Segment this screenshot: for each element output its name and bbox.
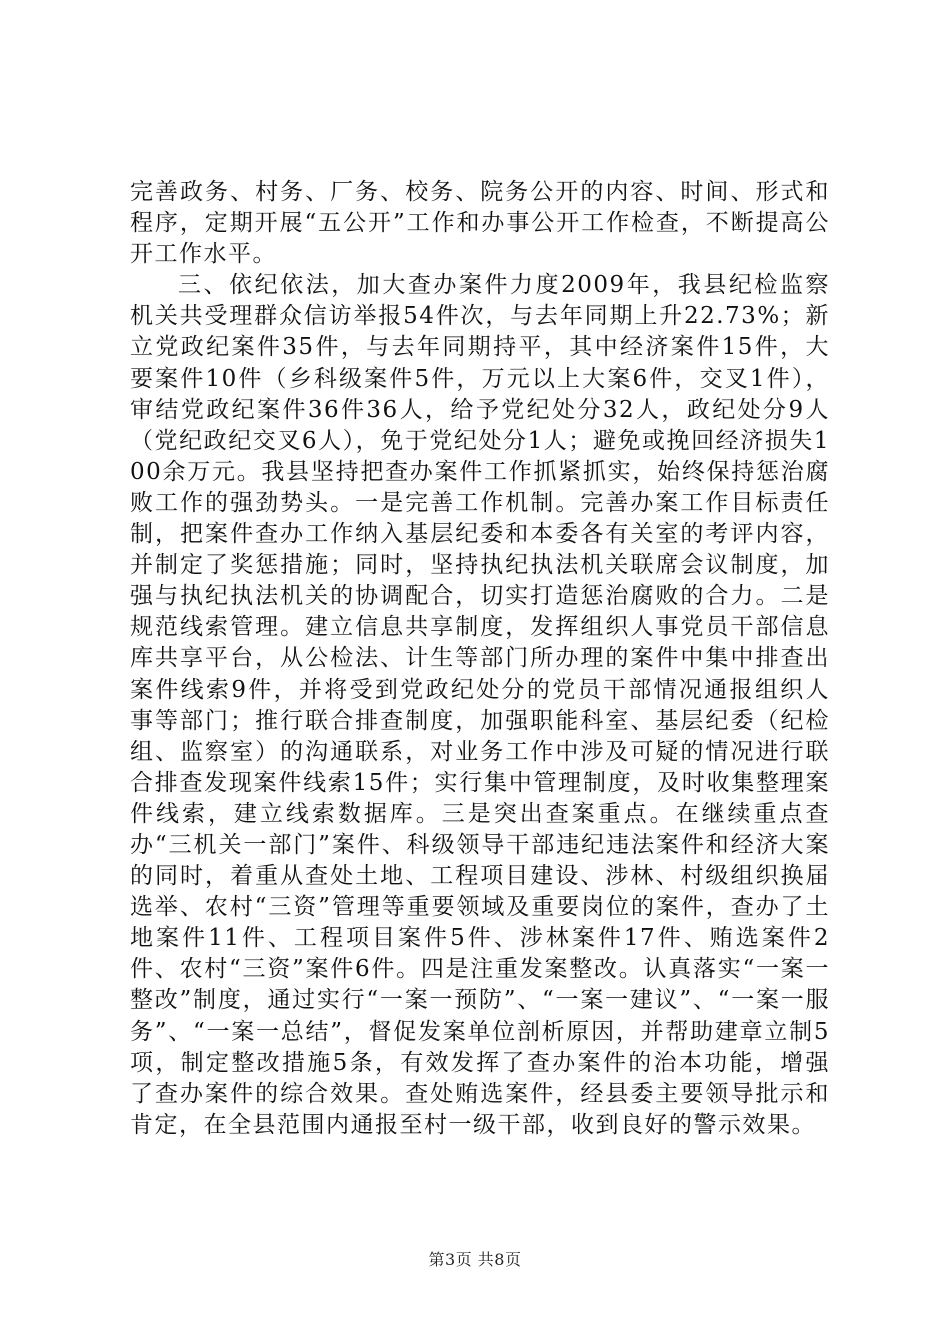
paragraph-continuation: 完善政务、村务、厂务、校务、院务公开的内容、时间、形式和程序，定期开展“五公开”工作和办事公开工作检查，不断提高公开工作水平。 [130,179,830,268]
document-body [130,177,830,1141]
paragraph-case-handling: 三、依纪依法，加大查办案件力度2009年，我县纪检监察机关共受理群众信访举报54件次，与去年同期上升22.73%；新立党政纪案件35件，与去年同期持平，其中经济案件15件，大要案件10件（乡科级案件5件，万元以上大案6件，交叉1件），审结党政纪案件36件36人，给予党纪处分32人，政纪处分9人（党纪政纪交叉6人），免于党纪处分1人；避免或挽回经济损失100余万元。我县坚持把查办案件工作抓紧抓实，始终保持惩治腐败工作的强劲势头。一是完善工作机制。完善办案工作目标责任制，把案件查办工作纳入基层纪委和本委各有关室的考评内容，并制定了奖惩措施；同时，坚持执纪执法机关联席会议制度，加强与执纪执法机关的协调配合，切实打造惩治腐败的合力。二是规范线索管理。建立信息共享制度，发挥组织人事党员干部信息库共享平台，从公检法、计生等部门所办理的案件中集中排查出案件线索9件，并将受到党政纪处分的党员干部情况通报组织人事等部门；推行联合排查制度，加强职能科室、基层纪委（纪检组、监察室）的沟通联系，对业务工作中涉及可疑的情况进行联合排查发现案件线索15件；实行集中管理制度，及时收集整理案件线索，建立线索数据库。三是突出查案重点。在继续重点查办“三机关一部门”案件、科级领导干部违纪违法案件和经济大案的同时，着重从查处土地、工程项目建设、涉林、村级组织换届选举、农村“三资”管理等重要领域及重要岗位的案件，查办了土地案件11件、工程项目案件5件、涉林案件17件、贿选案件2件、农村“三资”案件6件。四是注重发案整改。认真落实“一案一整改”制度，通过实行“一案一预防”、“一案一建议”、“一案一服务”、“一案一总结”，督促发案单位剖析原因，并帮助建章立制5项，制定整改措施5条，有效发挥了查办案件的治本功能，增强了查办案件的综合效果。查处贿选案件，经县委主要领导批示和肯定，在全县范围内通报至村一级干部，收到良好的警示效果。 [130,272,830,1138]
page-number-footer: 第3页 共8页 [428,1250,522,1269]
